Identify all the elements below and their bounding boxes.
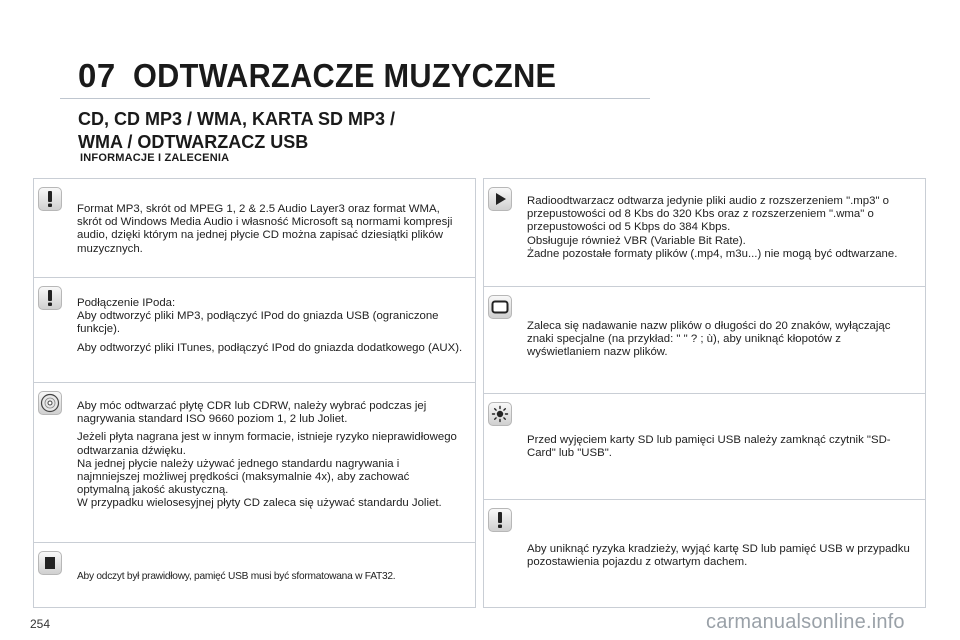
chapter-number: 07 — [78, 57, 116, 94]
info-box — [34, 383, 475, 543]
page-number: 254 — [30, 617, 51, 631]
info-text: Aby móc odtwarzać płytę CDR lub CDRW, należy wybrać podczas jej nagrywania standard ISO 9660 poziom 1, 2 lub Joliet. — [77, 400, 427, 426]
info-box — [34, 179, 475, 278]
info-box — [34, 543, 475, 609]
info-box — [484, 394, 925, 500]
right-column — [483, 178, 926, 608]
section-title-line-2: WMA / ODTWARZACZ USB — [78, 132, 309, 152]
info-box — [484, 179, 925, 287]
usb-stick-icon — [38, 551, 62, 575]
header-rule — [60, 98, 650, 99]
info-box — [484, 500, 925, 609]
info-box — [484, 287, 925, 394]
cd-disc-icon — [38, 391, 62, 415]
info-text: Podłączenie IPoda: Aby odtworzyć pliki MP3, podłączyć IPod do gniazda USB (ograniczone funkcje). — [77, 297, 439, 336]
exclamation-icon — [488, 508, 512, 532]
chapter-title: ODTWARZACZE MUZYCZNE — [133, 57, 557, 94]
info-text: Zaleca się nadawanie nazw plików o długości do 20 znaków, wyłączając znaki specjalne (na przykład: " " ? ; ù), aby uniknąć kłopotów z wyświetlaniem nazw plików. — [527, 320, 891, 359]
left-column — [33, 178, 476, 608]
sun-icon — [488, 402, 512, 426]
info-text: Aby uniknąć ryzyka kradzieży, wyjąć kartę SD lub pamięć USB w przypadku pozostawienia pojazdu z otwartym dachem. — [527, 543, 910, 569]
watermark: carmanualsonline.info — [706, 611, 905, 633]
info-text: Format MP3, skrót od MPEG 1, 2 & 2.5 Audio Layer3 oraz format WMA, skrót od Windows Media Audio i własność Microsoft są normami kompresji audio, dzięki którym na jednej płycie CD można zapisać dziesiątki plików muzycznych. — [77, 203, 453, 255]
section-subtitle: INFORMACJE I ZALECENIA — [80, 152, 230, 164]
section-title — [78, 108, 468, 154]
exclamation-icon — [38, 187, 62, 211]
info-text: Radioodtwarzacz odtwarza jedynie pliki audio z rozszerzeniem ".mp3" o przepustowości od 8 Kbs do 320 Kbs oraz z rozszerzeniem ".wma" o przepustowości od 5 Kbps do 384 Kbps. Obsługuje również VBR (Variable Bit Rate). Żadne pozostałe formaty plików (.mp4, m3u...) nie mogą być odtwarzane. — [527, 195, 898, 260]
section-title-line-1: CD, CD MP3 / WMA, KARTA SD MP3 / — [78, 109, 396, 129]
display-screen-icon — [488, 295, 512, 319]
info-text: Przed wyjęciem karty SD lub pamięci USB należy zamknąć czytnik "SD-Card" lub "USB". — [527, 434, 891, 460]
info-text: Aby odczyt był prawidłowy, pamięć USB musi być sformatowana w FAT32. — [77, 571, 396, 582]
exclamation-icon — [38, 286, 62, 310]
info-text: Jeżeli płyta nagrana jest w innym formacie, istnieje ryzyko nieprawidłowego odtwarzania dźwięku. Na jednej płycie należy używać jednego standardu nagrywania i najmniejszej możliwej prędkości (maksymalnie 4x), aby zachować optymalną jakość akustyczną. W przypadku wielosesyjnej płyty CD zaleca się używać standardu Joliet. — [77, 431, 457, 510]
play-icon — [488, 187, 512, 211]
info-box — [34, 278, 475, 383]
info-text: Aby odtworzyć pliki ITunes, podłączyć IPod do gniazda dodatkowego (AUX). — [77, 341, 463, 354]
